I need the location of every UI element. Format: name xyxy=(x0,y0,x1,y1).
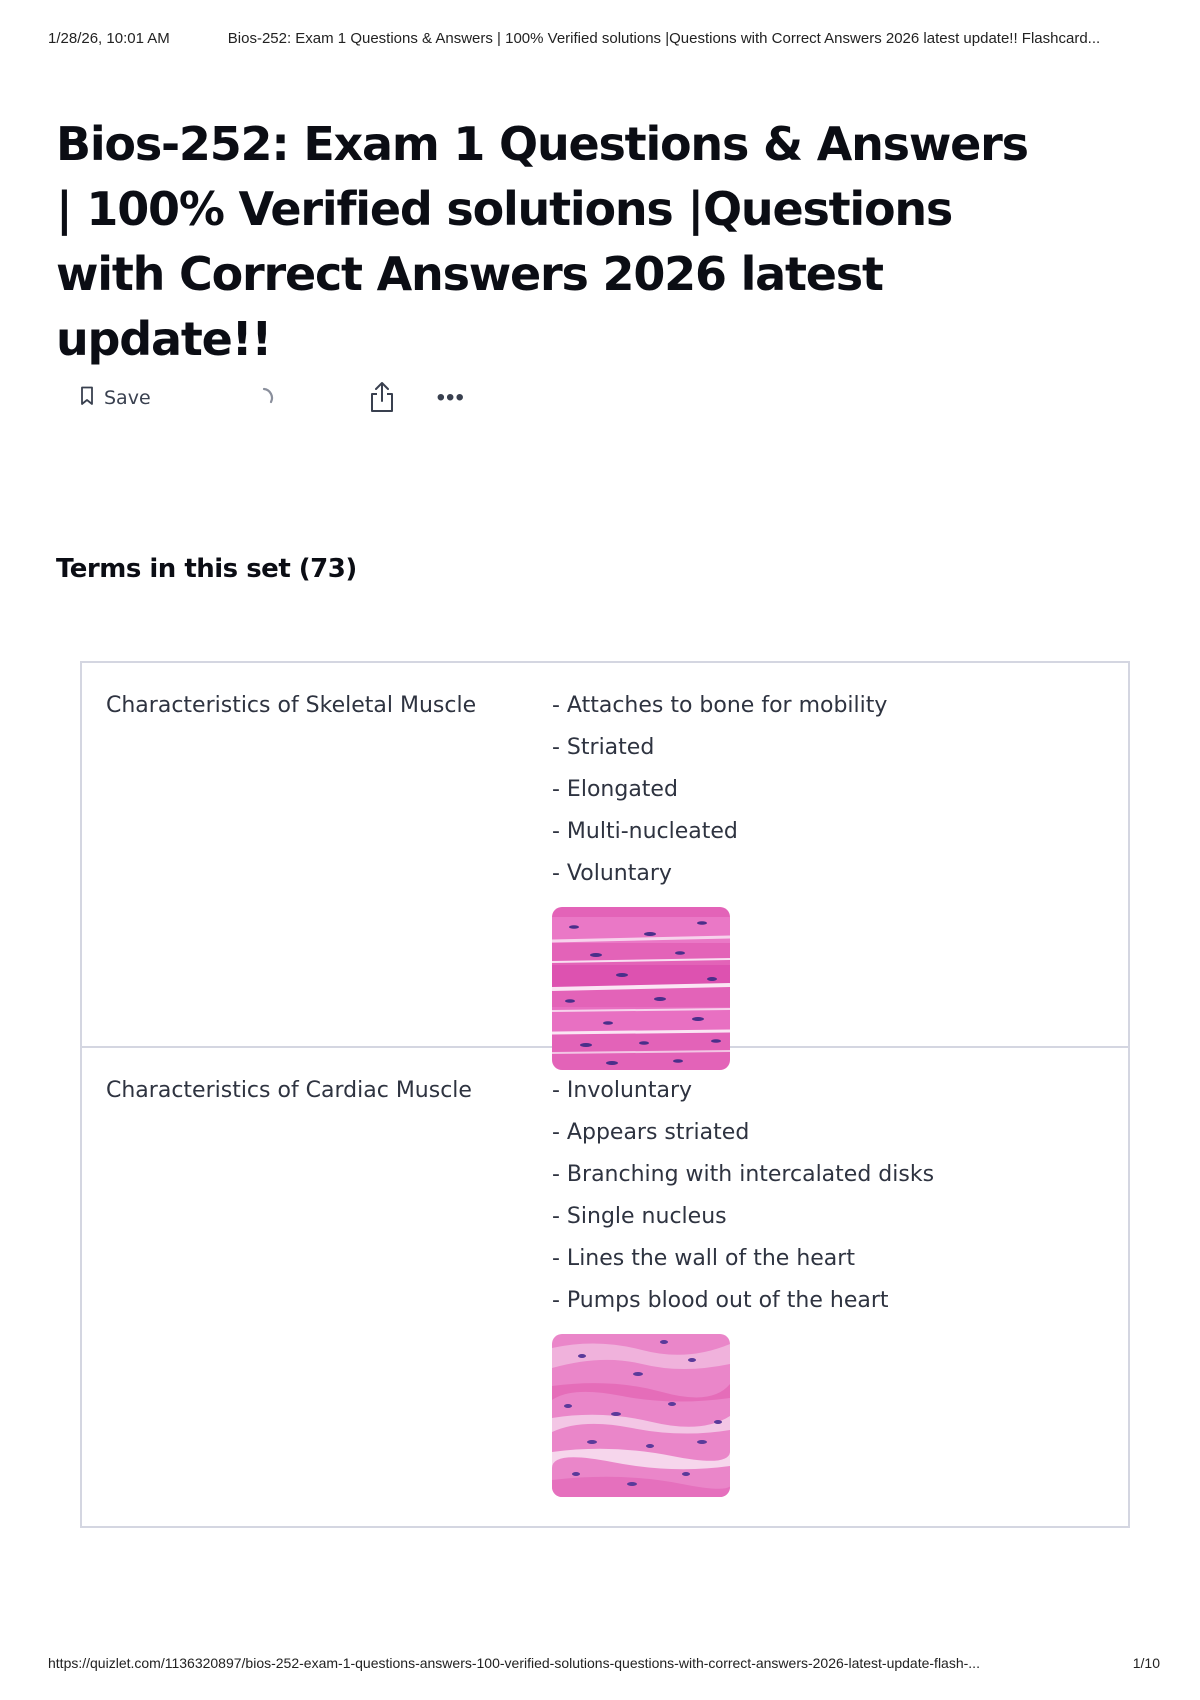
definition-line: - Elongated xyxy=(552,777,678,802)
print-header xyxy=(48,30,1158,47)
print-datetime: 1/28/26, 10:01 AM xyxy=(48,30,170,47)
term-card xyxy=(82,1046,1128,1526)
definition-line: - Lines the wall of the heart xyxy=(552,1246,855,1271)
definition-line: - Appears striated xyxy=(552,1120,750,1145)
term-word: Characteristics of Skeletal Muscle xyxy=(106,693,477,718)
share-button[interactable] xyxy=(369,381,395,416)
save-label: Save xyxy=(104,387,151,409)
terms-heading: Terms in this set (73) xyxy=(56,554,357,584)
print-doc-title: Bios-252: Exam 1 Questions & Answers | 100% Verified solutions |Questions with Correct Answers 2026 latest update!! Flashcard... xyxy=(227,30,1101,47)
print-page-number: 1/10 xyxy=(1132,1655,1160,1671)
definition-line: - Involuntary xyxy=(552,1078,693,1103)
print-url: https://quizlet.com/1136320897/bios-252-exam-1-questions-answers-100-verified-solutions-questions-with-correct-answers-2026-latest-update-flash-... xyxy=(48,1655,980,1671)
definition-line: - Striated xyxy=(552,735,655,760)
set-toolbar xyxy=(80,380,465,416)
share-icon xyxy=(369,401,395,416)
print-footer xyxy=(48,1655,1160,1671)
term-definition xyxy=(552,1078,934,1502)
definition-line: - Branching with intercalated disks xyxy=(552,1162,935,1187)
loading-spinner-icon xyxy=(251,385,277,411)
skeletal-muscle-image[interactable] xyxy=(552,907,730,1070)
save-button[interactable] xyxy=(80,386,151,411)
bookmark-icon xyxy=(80,386,94,411)
definition-line: - Attaches to bone for mobility xyxy=(552,693,888,718)
term-definition xyxy=(552,693,887,1022)
definition-line: - Pumps blood out of the heart xyxy=(552,1288,889,1313)
term-card xyxy=(82,663,1128,1046)
more-options-button[interactable]: ••• xyxy=(436,384,465,411)
definition-line: - Multi-nucleated xyxy=(552,819,738,844)
cardiac-muscle-image[interactable] xyxy=(552,1334,730,1497)
term-word: Characteristics of Cardiac Muscle xyxy=(106,1078,472,1103)
page-title: Bios-252: Exam 1 Questions & Answers | 100% Verified solutions |Questions with Correct Answers 2026 latest update!! xyxy=(56,117,1028,366)
terms-list xyxy=(80,661,1130,1528)
definition-line: - Voluntary xyxy=(552,861,672,886)
definition-line: - Single nucleus xyxy=(552,1204,727,1229)
